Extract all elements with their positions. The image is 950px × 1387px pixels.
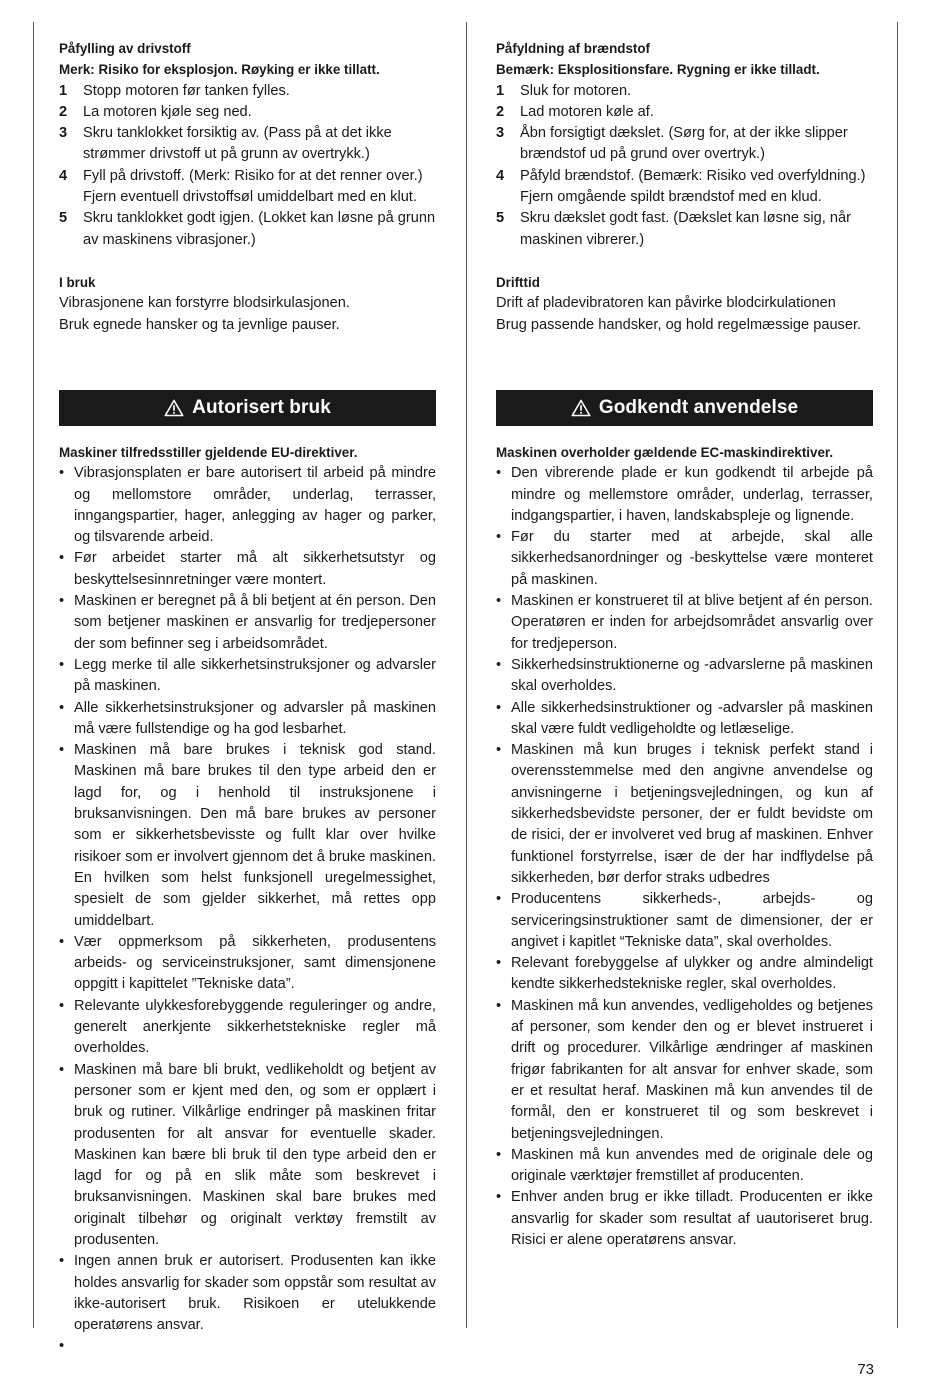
step-text: Påfyld brændstof. (Bemærk: Risiko ved overfyldning.) Fjern omgående spildt brændstof med en klud. bbox=[520, 167, 866, 206]
list-item-text: Relevant forebyggelse af ulykker og andre almindeligt kendte sikkerhedstekniske regler, skal overholdes. bbox=[511, 955, 873, 993]
list-item bbox=[496, 1187, 873, 1251]
fuel-steps bbox=[496, 81, 873, 251]
step-text: Stopp motoren før tanken fylles. bbox=[83, 82, 290, 99]
step-number: 5 bbox=[59, 210, 68, 227]
step-text: Åbn forsigtigt dækslet. (Sørg for, at der ikke slipper brændstof ud på grund over overtryk.) bbox=[520, 125, 848, 163]
step-item bbox=[496, 102, 873, 123]
fuel-warning: Bemærk: Eksplositionsfare. Rygning er ikke tilladt. bbox=[496, 62, 820, 78]
list-item-text: Maskinen må bare bli brukt, vedlikeholdt og betjent av personer som er kjent med den, og som er opplært i bruk og rutiner. Vilkårlige endringer på maskinen fritar produsenten for alt ansvar for eventuelle skader. Maskinen kan bære bli bruk til den type arbeid den er lagd for og på en slik måte som beskrevet i bruksanvisningen. Maskinen skal bare brukes med originalt tilbehør og originalt verktøy fremstilt av produsenten. bbox=[74, 1061, 436, 1248]
section-title-bar bbox=[59, 390, 436, 426]
use-section-no bbox=[59, 272, 436, 336]
list-item-text: Relevante ulykkesforebyggende reguleringer og andre, generelt anerkjente sikkerhetstekniske regler må overholdes. bbox=[74, 997, 436, 1057]
step-number: 5 bbox=[496, 210, 505, 227]
bullet: • bbox=[59, 550, 65, 567]
bullet: • bbox=[496, 1189, 502, 1206]
section-title: Autorisert bruk bbox=[192, 397, 331, 419]
warning-triangle-icon bbox=[571, 399, 591, 417]
use-line: Bruk egnede hansker og ta jevnlige pauser. bbox=[59, 316, 340, 333]
section-title-bar bbox=[496, 390, 873, 426]
bullet: • bbox=[496, 955, 502, 972]
list-item bbox=[59, 655, 436, 698]
list-item bbox=[496, 698, 873, 741]
step-number: 3 bbox=[59, 125, 68, 142]
list-item-text: Maskinen må kun bruges i teknisk perfekt stand i overensstemmelse med den angivne anvendelse og anvisningerne i betjeningsvejledningen, og kun af sikkerhedsbevidste personer, der er fuldt bevidste om de risici, der er involveret ved brug af maskinen. Enhver funktionel forstyrrelse, især de der har indflydelse på sikkerheden, bør derfor straks udbedres bbox=[511, 742, 873, 886]
bullet: • bbox=[59, 1061, 65, 1078]
list-item-text: Sikkerhedsinstruktionerne og -advarslerne på maskinen skal overholdes. bbox=[511, 656, 873, 695]
center-divider-rule bbox=[466, 22, 467, 1328]
list-item-text: Legg merke til alle sikkerhetsinstruksjoner og advarsler på maskinen. bbox=[74, 656, 436, 695]
bullet: • bbox=[59, 656, 65, 673]
list-item-text: Før du starter med at arbejde, skal alle sikkerhedsanordninger og -beskyttelse være monteret på maskinen. bbox=[511, 529, 873, 588]
directive-intro: Maskinen overholder gældende EC-maskindirektiver. bbox=[496, 445, 834, 460]
list-item bbox=[496, 591, 873, 655]
list-item-empty bbox=[59, 1336, 436, 1357]
list-item bbox=[59, 1060, 436, 1252]
list-item bbox=[59, 548, 436, 591]
step-text: Fyll på drivstoff. (Merk: Risiko for at det renner over.) Fjern eventuell drivstoffsøl umiddelbart med en klut. bbox=[83, 167, 423, 206]
fuel-heading: Påfylling av drivstoff bbox=[59, 41, 191, 56]
list-item bbox=[59, 1251, 436, 1336]
list-item-text: Alle sikkerhetsinstruksjoner og advarsler på maskinen må være fullstendige og ha god lesbarhet. bbox=[74, 699, 436, 737]
rules-list bbox=[496, 463, 873, 1251]
list-item bbox=[496, 953, 873, 996]
list-item bbox=[496, 889, 873, 953]
page-number: 73 bbox=[857, 1361, 874, 1378]
bullet: • bbox=[496, 891, 502, 908]
list-item-text: Den vibrerende plade er kun godkendt til arbejde på mindre og mellemstore områder, underlag, terrasser, indgangspartier, i haven, landskabspleje og lignende. bbox=[511, 465, 873, 524]
bullet: • bbox=[496, 997, 502, 1014]
step-item bbox=[496, 208, 873, 251]
bullet: • bbox=[59, 1253, 65, 1270]
list-item bbox=[496, 1145, 873, 1188]
directive-intro: Maskiner tilfredsstiller gjeldende EU-direktiver. bbox=[59, 445, 358, 460]
list-item-text: Maskinen er beregnet på å bli betjent at én person. Den som betjener maskinen er ansvarlig for tredjepersoner der som befinner seg i arbeidsområdet. bbox=[74, 593, 436, 652]
list-item bbox=[59, 932, 436, 996]
step-text: Lad motoren køle af. bbox=[520, 103, 654, 120]
use-section-da bbox=[496, 272, 873, 336]
list-item bbox=[59, 463, 436, 548]
step-number: 4 bbox=[59, 167, 68, 184]
step-number: 1 bbox=[59, 82, 68, 99]
list-item bbox=[59, 698, 436, 741]
bullet: • bbox=[496, 742, 502, 759]
bullet: • bbox=[59, 699, 65, 716]
approved-use-section bbox=[496, 442, 873, 1251]
use-line: Drift af pladevibratoren kan påvirke blodcirkulationen bbox=[496, 295, 836, 312]
list-item-text: Maskinen må kun anvendes, vedligeholdes og betjenes af personer, som kender den og er blevet instrueret i drift og procedurer. Vilkårlige ændringer af maskinen frigør fabrikanten for alt ansvar for enhver skade, som er et resultat heraf. Maskinen må kun anvendes til de formål, den er konstrueret til og som beskrevet i betjeningsvejledningen. bbox=[511, 997, 873, 1142]
list-item-text: Ingen annen bruk er autorisert. Produsenten kan ikke holdes ansvarlig for skader som oppstår som resultat av ikke-autorisert bruk. Risikoen er utelukkende operatørens ansvar. bbox=[74, 1253, 436, 1334]
step-text: Skru dækslet godt fast. (Dækslet kan løsne sig, når maskinen vibrerer.) bbox=[520, 210, 851, 248]
list-item-text: Maskinen må bare brukes i teknisk god stand. Maskinen må bare brukes til den type arbeid den er lagd for, og i henhold til instruksjonene i bruksanvisningen. Den må bare brukes av personer som er sikkerhetsbevisste og fullt klar over hvilke risikoer som er involvert gjennom det å bruke maskinen. En hvilken som helst funksjonell uregelmessighet, spesielt de som gjelder sikkerhet, må rettes opp umiddelbart. bbox=[74, 742, 436, 929]
use-heading: I bruk bbox=[59, 275, 96, 290]
bullet: • bbox=[496, 656, 502, 673]
list-item-text: Alle sikkerhedsinstruktioner og -advarsler på maskinen skal være fuldt vedligeholdte og letlæselige. bbox=[511, 699, 873, 737]
bullet: • bbox=[496, 593, 502, 610]
fuel-warning: Merk: Risiko for eksplosjon. Røyking er ikke tillatt. bbox=[59, 62, 380, 78]
step-text: Skru tanklokket forsiktig av. (Pass på at det ikke strømmer drivstoff ut på grunn av overtrykk.) bbox=[83, 125, 392, 163]
left-margin-rule bbox=[33, 22, 34, 1328]
list-item-text: Vær oppmerksom på sikkerheten, produsentens arbeids- og serviceinstruksjoner, samt dimensjonene oppgitt i kapittelet ”Tekniske data”. bbox=[74, 933, 436, 993]
bullet: • bbox=[59, 593, 65, 610]
list-item-text: Maskinen må kun anvendes med de originale dele og originale værktøjer fremstillet af producenten. bbox=[511, 1146, 873, 1185]
bullet: • bbox=[496, 529, 502, 546]
list-item bbox=[59, 591, 436, 655]
list-item bbox=[59, 996, 436, 1060]
bullet: • bbox=[59, 1338, 65, 1355]
step-number: 3 bbox=[496, 125, 505, 142]
authorized-use-section bbox=[59, 442, 436, 1358]
list-item-text: Enhver anden brug er ikke tilladt. Producenten er ikke ansvarlig for skader som resultat af uautoriseret brug. Risici er alene operatørens ansvar. bbox=[511, 1189, 873, 1248]
list-item-text: Vibrasjonsplaten er bare autorisert til arbeid på mindre og mellomstore områder, underlag, terrasser, inngangspartier, hager, anlegging av hager og parker, og tilsvarende arbeid. bbox=[74, 465, 436, 546]
list-item bbox=[496, 655, 873, 698]
right-margin-rule bbox=[897, 22, 898, 1328]
bullet: • bbox=[496, 1146, 502, 1163]
list-item-text: Før arbeidet starter må alt sikkerhetsutstyr og beskyttelsesinnretninger være montert. bbox=[74, 550, 436, 588]
use-heading: Drifttid bbox=[496, 275, 540, 290]
list-item bbox=[496, 740, 873, 889]
step-item bbox=[59, 102, 436, 123]
use-line: Vibrasjonene kan forstyrre blodsirkulasjonen. bbox=[59, 295, 350, 312]
fuel-section-da bbox=[496, 38, 873, 251]
use-line: Brug passende handsker, og hold regelmæssige pauser. bbox=[496, 316, 862, 333]
step-text: Sluk for motoren. bbox=[520, 82, 632, 99]
list-item bbox=[496, 527, 873, 591]
step-item bbox=[496, 166, 873, 209]
step-item bbox=[59, 166, 436, 209]
list-item-text: Maskinen er konstrueret til at blive betjent af én person. Operatøren er inden for arbejdsområdet ansvarlig over for tredjeperson. bbox=[511, 593, 873, 652]
warning-triangle-icon bbox=[164, 399, 184, 417]
bullet: • bbox=[59, 742, 65, 759]
step-number: 2 bbox=[496, 103, 505, 120]
step-text: La motoren kjøle seg ned. bbox=[83, 103, 252, 120]
step-text: Skru tanklokket godt igjen. (Lokket kan løsne på grunn av maskinens vibrasjoner.) bbox=[83, 210, 436, 248]
list-item bbox=[59, 740, 436, 932]
step-item bbox=[59, 123, 436, 166]
bullet: • bbox=[59, 465, 65, 482]
fuel-section-no bbox=[59, 38, 436, 251]
bullet: • bbox=[59, 997, 65, 1014]
fuel-steps bbox=[59, 81, 436, 251]
step-item bbox=[496, 81, 873, 102]
bullet: • bbox=[496, 699, 502, 716]
step-item bbox=[496, 123, 873, 166]
step-item bbox=[59, 81, 436, 102]
step-number: 4 bbox=[496, 167, 505, 184]
list-item-text: Producentens sikkerheds-, arbejds- og serviceringsinstruktioner samt de dimensioner, der er angivet i kapitlet “Tekniske data”, skal overholdes. bbox=[511, 891, 873, 950]
rules-list bbox=[59, 463, 436, 1357]
bullet: • bbox=[59, 933, 65, 950]
step-item bbox=[59, 208, 436, 251]
section-title: Godkendt anvendelse bbox=[598, 397, 799, 419]
step-number: 1 bbox=[496, 82, 505, 99]
bullet: • bbox=[496, 465, 502, 482]
fuel-heading: Påfyldning af brændstof bbox=[496, 41, 650, 56]
list-item bbox=[496, 463, 873, 527]
list-item bbox=[496, 996, 873, 1145]
step-number: 2 bbox=[59, 103, 68, 120]
